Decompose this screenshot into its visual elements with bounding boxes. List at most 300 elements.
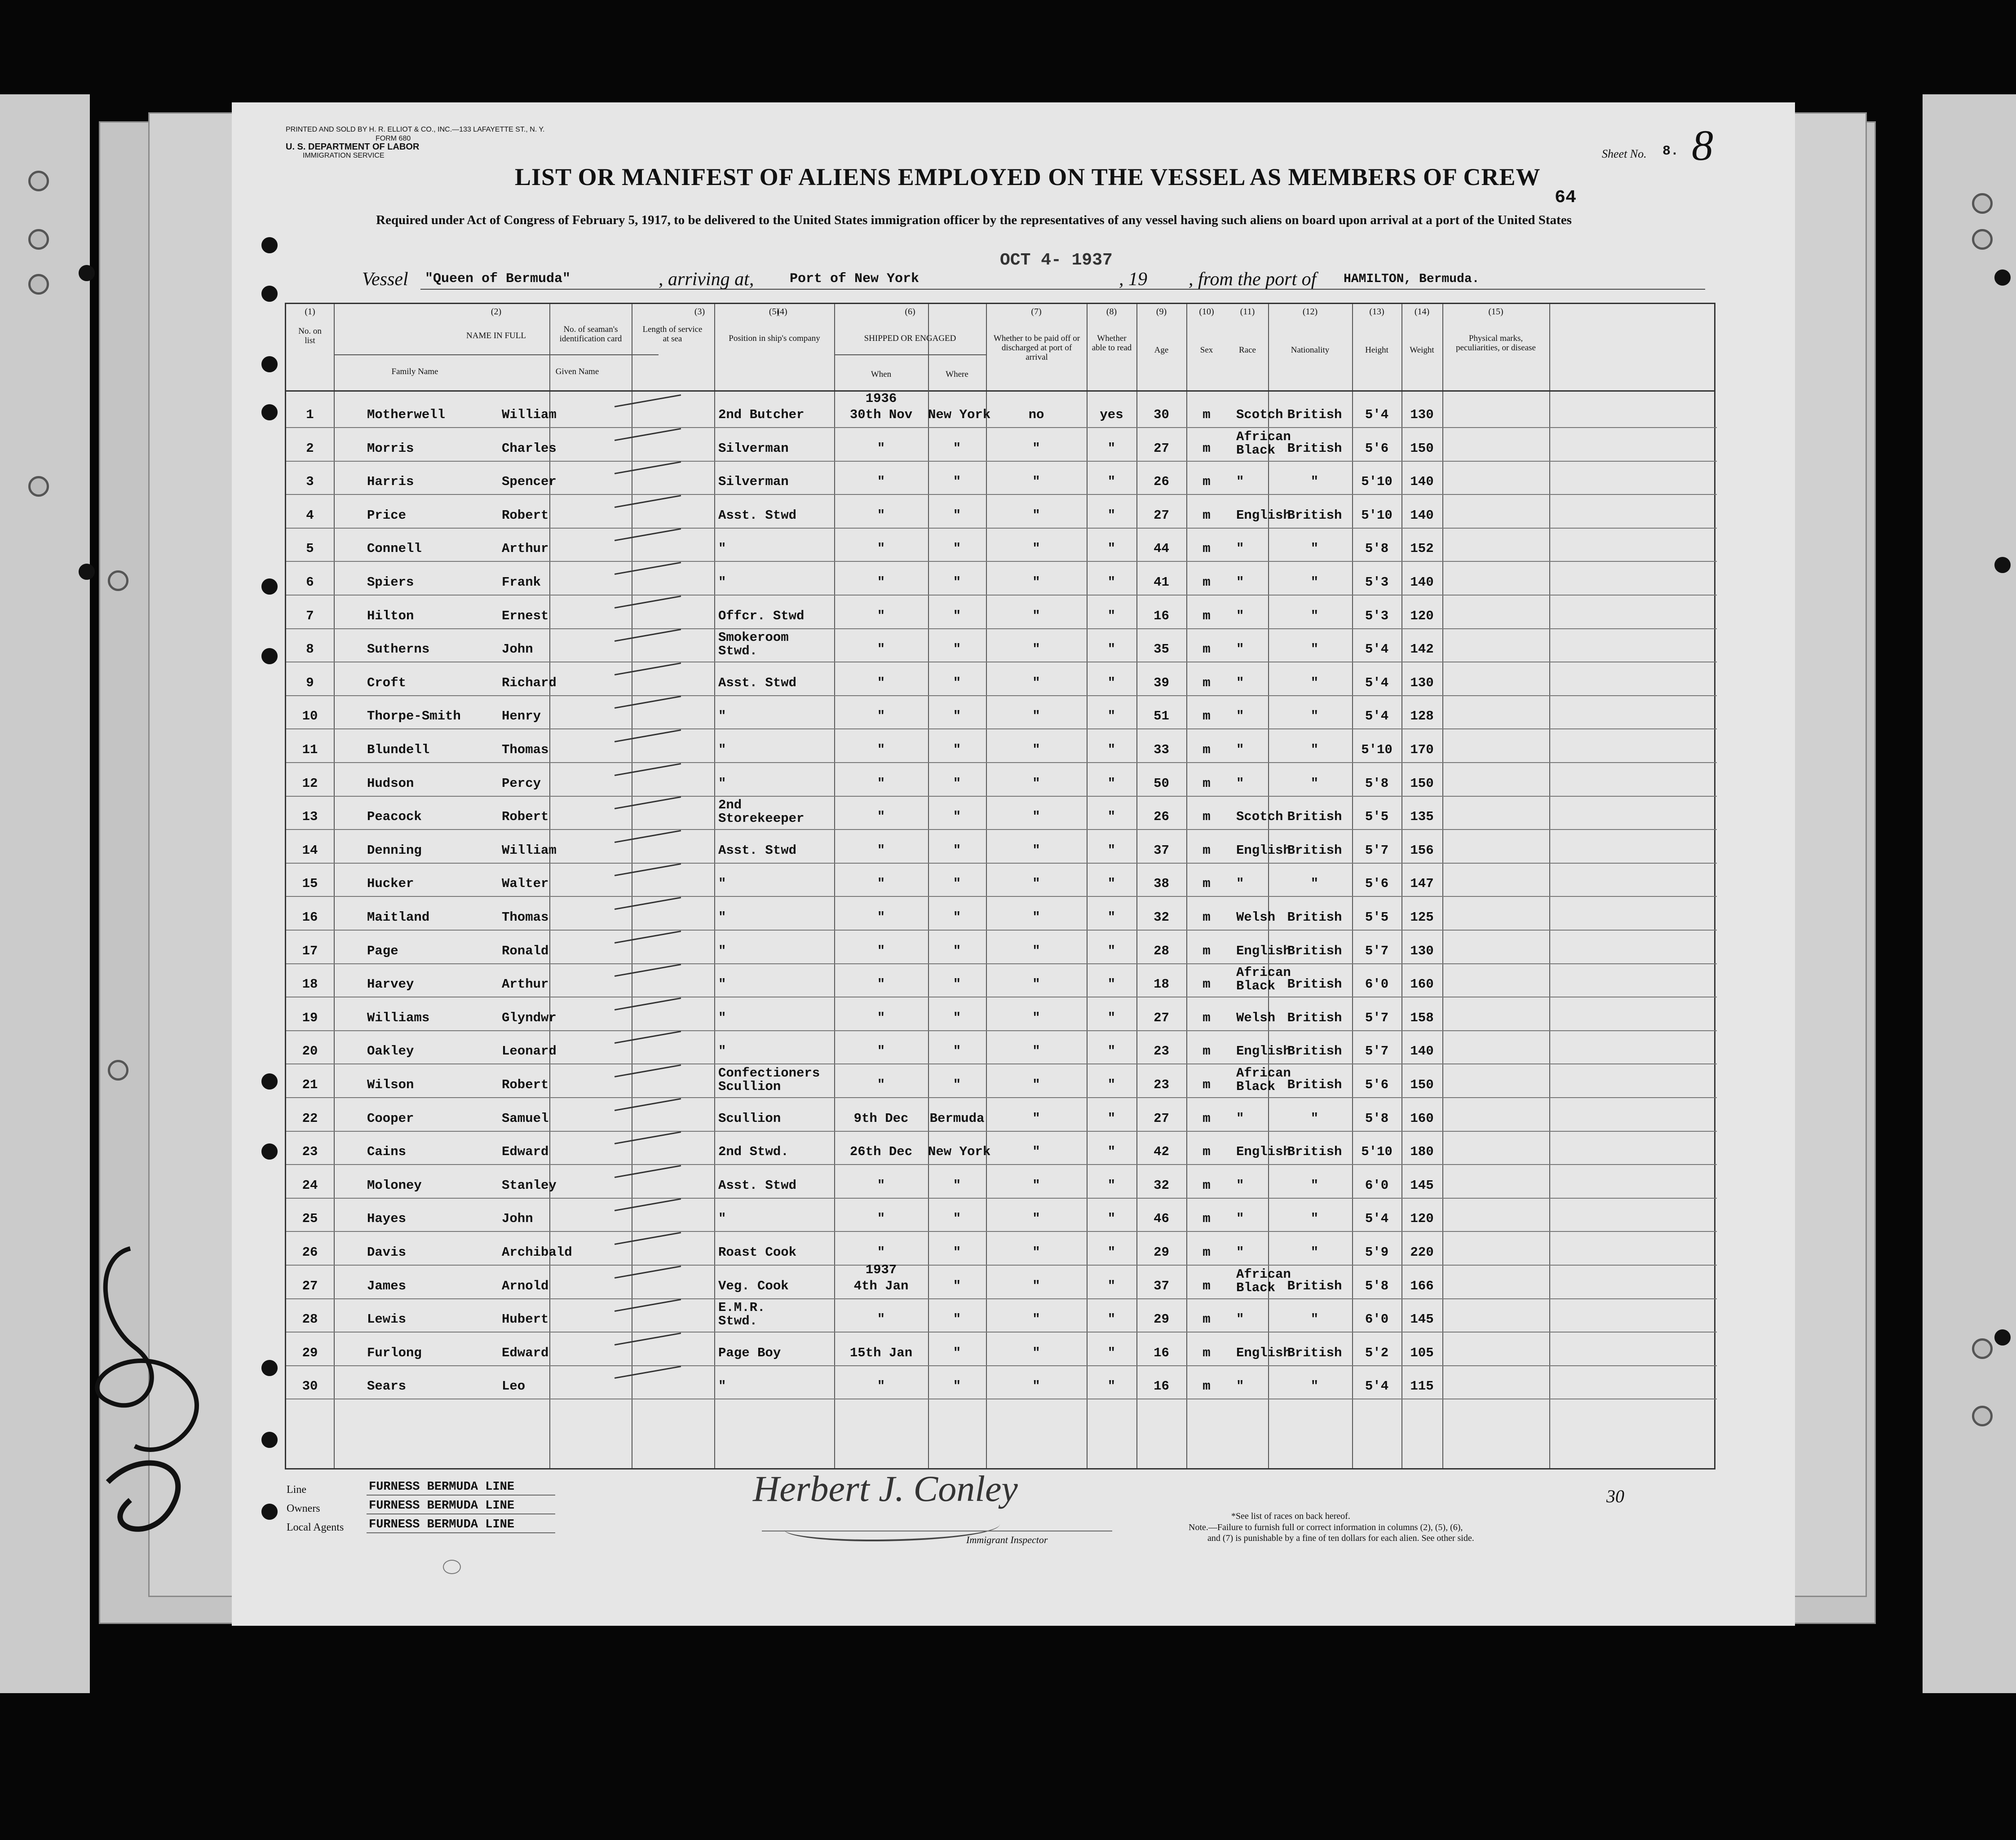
cell-paid: " xyxy=(1032,642,1040,657)
cell-weight: 160 xyxy=(1410,1111,1434,1126)
cell-nationality: " xyxy=(1310,608,1319,623)
table-row xyxy=(286,963,1717,997)
cell-sex: m xyxy=(1203,1345,1211,1360)
binder-hole-icon xyxy=(1972,1338,1993,1359)
cell-age: 23 xyxy=(1154,1077,1169,1092)
cell-nationality: British xyxy=(1287,1278,1342,1293)
cell-where: " xyxy=(953,1345,961,1360)
cell-family: Connell xyxy=(367,541,422,556)
cell-height: 5'6 xyxy=(1365,1077,1389,1092)
cell-paid: " xyxy=(1032,1345,1040,1360)
cell-height: 5'6 xyxy=(1365,441,1389,456)
cell-weight: 147 xyxy=(1410,876,1434,891)
table-row xyxy=(286,494,1717,528)
table-row xyxy=(286,1064,1717,1097)
from-port: HAMILTON, Bermuda. xyxy=(1344,272,1480,286)
cell-nationality: " xyxy=(1310,541,1319,556)
cell-race: Scotch xyxy=(1236,407,1283,422)
cell-position: " xyxy=(718,1010,726,1025)
cell-age: 38 xyxy=(1154,876,1169,891)
cell-given: Robert xyxy=(502,1077,549,1092)
col-number: (1) xyxy=(305,307,315,317)
header-when: When xyxy=(871,370,892,379)
cell-nationality: British xyxy=(1287,1044,1342,1059)
cell-height: 5'10 xyxy=(1361,742,1393,757)
cell-given: Frank xyxy=(502,575,541,590)
cell-position: " xyxy=(718,776,726,791)
cell-position: 2nd Butcher xyxy=(718,407,805,422)
cell-when-year: 1936 xyxy=(865,391,897,406)
cell-sex: m xyxy=(1203,876,1211,891)
cell-position: " xyxy=(718,541,726,556)
col-number: (13) xyxy=(1369,307,1384,317)
table-row xyxy=(286,1332,1717,1365)
cell-when: " xyxy=(877,709,885,724)
cell-age: 26 xyxy=(1154,474,1169,490)
cell-when: " xyxy=(877,541,885,556)
cell-race: Scotch xyxy=(1236,809,1283,825)
punch-hole-icon xyxy=(261,1504,278,1520)
document-subtitle: Required under Act of Congress of February 5, 1917, to be delivered to the United States immigration officer by the representatives of any vessel having such aliens on board upon arrival at a port of the United States xyxy=(376,213,1572,227)
cell-family: Sutherns xyxy=(367,642,430,657)
cell-height: 5'9 xyxy=(1365,1245,1389,1260)
cell-when: " xyxy=(877,809,885,825)
left-adjacent-page xyxy=(0,94,90,1693)
cell-age: 39 xyxy=(1154,675,1169,690)
cell-family: Hucker xyxy=(367,876,414,891)
cell-given: Samuel xyxy=(502,1111,549,1126)
cell-age: 16 xyxy=(1154,1379,1169,1394)
cell-paid: " xyxy=(1032,1077,1040,1092)
cell-read: " xyxy=(1107,910,1116,925)
cell-no: 18 xyxy=(302,977,318,992)
cell-where: " xyxy=(953,1379,961,1394)
cell-when: " xyxy=(877,1010,885,1025)
cell-given: Robert xyxy=(502,507,549,523)
printer-line: PRINTED AND SOLD BY H. R. ELLIOT & CO., INC.—133 LAFAYETTE ST., N. Y. xyxy=(286,126,545,133)
punch-hole-icon xyxy=(261,1432,278,1448)
cell-paid: " xyxy=(1032,474,1040,490)
cell-when: " xyxy=(877,1379,885,1394)
cell-where: Bermuda xyxy=(929,1111,985,1126)
form-number: FORM 680 xyxy=(376,135,411,142)
cell-height: 5'7 xyxy=(1365,843,1389,858)
cell-sex: m xyxy=(1203,575,1211,590)
cell-position: 2nd Stwd. xyxy=(718,1144,789,1160)
cell-age: 32 xyxy=(1154,910,1169,925)
cell-read: " xyxy=(1107,1245,1116,1260)
cell-weight: 120 xyxy=(1410,608,1434,623)
binder-hole-icon xyxy=(28,171,49,191)
cell-given: Edward xyxy=(502,1144,549,1160)
id-card-tick-mark xyxy=(615,1031,681,1044)
col-number: (2) xyxy=(491,307,502,317)
penalty-note-2: and (7) is punishable by a fine of ten dollars for each alien. See other side. xyxy=(1207,1533,1474,1543)
cell-family: Cooper xyxy=(367,1111,414,1126)
cell-where: " xyxy=(953,1010,961,1025)
punch-hole-icon xyxy=(261,286,278,302)
table-row xyxy=(286,997,1717,1030)
owners-label: Owners xyxy=(287,1503,320,1514)
id-card-tick-mark xyxy=(615,830,681,843)
cell-where: " xyxy=(953,709,961,724)
cell-given: Archibald xyxy=(502,1245,572,1260)
cell-family: Hudson xyxy=(367,776,414,791)
cell-read: yes xyxy=(1100,407,1123,422)
agents-value: FURNESS BERMUDA LINE xyxy=(369,1518,515,1531)
cell-where: " xyxy=(953,876,961,891)
table-row xyxy=(286,1262,1717,1298)
cell-weight: 130 xyxy=(1410,407,1434,422)
table-row xyxy=(286,1198,1717,1231)
cell-given: Robert xyxy=(502,809,549,825)
cell-position: " xyxy=(718,1379,726,1394)
cell-where: " xyxy=(953,675,961,690)
cell-family: Furlong xyxy=(367,1345,422,1360)
right-adjacent-page xyxy=(1923,94,2016,1693)
punch-hole-icon xyxy=(261,356,278,372)
cell-paid: " xyxy=(1032,709,1040,724)
cell-race: " xyxy=(1236,1178,1244,1193)
cell-age: 50 xyxy=(1154,776,1169,791)
id-card-tick-mark xyxy=(615,1333,681,1346)
cell-nationality: " xyxy=(1310,1379,1319,1394)
cell-given: Arthur xyxy=(502,977,549,992)
header-marks: Physical marks, peculiarities, or disease xyxy=(1456,334,1536,353)
cell-no: 11 xyxy=(302,742,318,757)
header-where: Where xyxy=(946,370,968,379)
cell-race: Welsh xyxy=(1236,1010,1276,1025)
header-family-name: Family Name xyxy=(391,367,438,376)
cell-sex: m xyxy=(1203,1312,1211,1327)
cell-sex: m xyxy=(1203,1044,1211,1059)
cell-family: James xyxy=(367,1278,407,1293)
header-sex: Sex xyxy=(1200,345,1213,355)
cell-where: " xyxy=(953,943,961,958)
col-number: (7) xyxy=(1031,307,1042,317)
table-row xyxy=(286,428,1717,461)
cell-when-year: 1937 xyxy=(865,1262,897,1277)
cell-nationality: British xyxy=(1287,943,1342,958)
cell-weight: 160 xyxy=(1410,977,1434,992)
cell-read: " xyxy=(1107,441,1116,456)
cell-height: 5'3 xyxy=(1365,575,1389,590)
cell-weight: 115 xyxy=(1410,1379,1434,1394)
cell-no: 14 xyxy=(302,843,318,858)
cell-when: " xyxy=(877,1077,885,1092)
cell-paid: " xyxy=(1032,1245,1040,1260)
header-weight: Weight xyxy=(1410,345,1434,355)
cell-sex: m xyxy=(1203,1178,1211,1193)
cell-position: " xyxy=(718,1044,726,1059)
id-card-tick-mark xyxy=(615,1299,681,1312)
cell-read: " xyxy=(1107,742,1116,757)
cell-nationality: British xyxy=(1287,843,1342,858)
cell-weight: 140 xyxy=(1410,474,1434,490)
cell-paid: " xyxy=(1032,675,1040,690)
cell-paid: " xyxy=(1032,608,1040,623)
id-card-tick-mark xyxy=(615,931,681,944)
cell-nationality: " xyxy=(1310,642,1319,657)
cell-read: " xyxy=(1107,776,1116,791)
cell-sex: m xyxy=(1203,474,1211,490)
cell-age: 27 xyxy=(1154,1111,1169,1126)
cell-nationality: British xyxy=(1287,407,1342,422)
cell-where: " xyxy=(953,441,961,456)
cell-read: " xyxy=(1107,876,1116,891)
header-shipped-engaged: SHIPPED OR ENGAGED xyxy=(864,334,956,343)
table-row xyxy=(286,763,1717,796)
cell-age: 16 xyxy=(1154,1345,1169,1360)
cell-position: Offcr. Stwd xyxy=(718,608,805,623)
cell-no: 29 xyxy=(302,1345,318,1360)
cell-when: " xyxy=(877,1211,885,1227)
cell-family: Oakley xyxy=(367,1044,414,1059)
cell-paid: " xyxy=(1032,943,1040,958)
table-row xyxy=(286,662,1717,695)
binder-hole-icon xyxy=(79,265,95,281)
cell-paid: " xyxy=(1032,507,1040,523)
table-row xyxy=(286,528,1717,561)
punch-hole-icon xyxy=(261,648,278,664)
cell-no: 6 xyxy=(306,575,314,590)
id-card-tick-mark xyxy=(615,897,681,910)
service: IMMIGRATION SERVICE xyxy=(303,152,385,159)
cell-age: 23 xyxy=(1154,1044,1169,1059)
cell-when: " xyxy=(877,776,885,791)
cell-nationality: " xyxy=(1310,1178,1319,1193)
sheet-number-handwritten: 8 xyxy=(1692,121,1713,169)
owners-value: FURNESS BERMUDA LINE xyxy=(369,1499,515,1513)
cell-weight: 150 xyxy=(1410,441,1434,456)
table-row xyxy=(286,595,1717,628)
table-row xyxy=(286,1231,1717,1265)
id-card-tick-mark xyxy=(615,1198,681,1211)
cell-given: Percy xyxy=(502,776,541,791)
id-card-tick-mark xyxy=(615,1366,681,1379)
cell-no: 9 xyxy=(306,675,314,690)
id-card-tick-mark xyxy=(615,596,681,609)
id-card-tick-mark xyxy=(615,729,681,742)
cell-where: " xyxy=(953,1044,961,1059)
cell-when: " xyxy=(877,843,885,858)
cell-read: " xyxy=(1107,608,1116,623)
cell-nationality: British xyxy=(1287,1010,1342,1025)
table-row xyxy=(286,796,1717,829)
races-note: *See list of races on back hereof. xyxy=(1231,1511,1350,1521)
cell-no: 22 xyxy=(302,1111,318,1126)
cell-where: " xyxy=(953,1278,961,1293)
cell-family: Hayes xyxy=(367,1211,407,1227)
cell-no: 26 xyxy=(302,1245,318,1260)
cell-weight: 140 xyxy=(1410,1044,1434,1059)
cell-family: Moloney xyxy=(367,1178,422,1193)
cell-age: 29 xyxy=(1154,1245,1169,1260)
cell-given: Charles xyxy=(502,441,557,456)
cell-sex: m xyxy=(1203,608,1211,623)
cell-nationality: " xyxy=(1310,776,1319,791)
cell-sex: m xyxy=(1203,675,1211,690)
cell-weight: 105 xyxy=(1410,1345,1434,1360)
cell-age: 44 xyxy=(1154,541,1169,556)
table-row xyxy=(286,1365,1717,1399)
cell-when: 4th Jan xyxy=(853,1278,909,1293)
cell-read: " xyxy=(1107,1111,1116,1126)
cell-sex: m xyxy=(1203,1111,1211,1126)
col-number: (6) xyxy=(905,307,915,317)
binder-hole-icon xyxy=(108,570,128,591)
cell-age: 29 xyxy=(1154,1312,1169,1327)
cell-family: Harvey xyxy=(367,977,414,992)
cell-read: " xyxy=(1107,1010,1116,1025)
cell-race: " xyxy=(1236,742,1244,757)
col-number: (10) xyxy=(1199,307,1214,317)
table-row xyxy=(286,1098,1717,1131)
cell-read: " xyxy=(1107,474,1116,490)
cell-position: Confectioners Scullion xyxy=(718,1066,820,1094)
from-label: , from the port of xyxy=(1189,269,1317,290)
cell-where: New York xyxy=(928,407,991,422)
cell-race: English xyxy=(1236,507,1291,523)
table-row xyxy=(286,628,1717,662)
cell-race: " xyxy=(1236,474,1244,490)
cell-sex: m xyxy=(1203,507,1211,523)
cell-no: 23 xyxy=(302,1144,318,1160)
cell-nationality: British xyxy=(1287,1144,1342,1160)
cell-sex: m xyxy=(1203,541,1211,556)
cell-height: 5'4 xyxy=(1365,1379,1389,1394)
cell-nationality: British xyxy=(1287,441,1342,456)
cell-where: " xyxy=(953,608,961,623)
cell-height: 5'10 xyxy=(1361,474,1393,490)
cell-race: English xyxy=(1236,1144,1291,1160)
header-no-on-list: No. on list xyxy=(298,327,322,345)
cell-no: 28 xyxy=(302,1312,318,1327)
cell-read: " xyxy=(1107,1278,1116,1293)
cell-sex: m xyxy=(1203,843,1211,858)
sheet-number-label: Sheet No. xyxy=(1602,147,1647,160)
header-nationality: Nationality xyxy=(1291,345,1330,355)
cell-when: " xyxy=(877,943,885,958)
binder-hole-icon xyxy=(1994,557,2011,573)
cell-nationality: British xyxy=(1287,1345,1342,1360)
cell-age: 37 xyxy=(1154,1278,1169,1293)
cell-race: African Black xyxy=(1236,965,1291,994)
table-row xyxy=(286,1030,1717,1063)
table-row xyxy=(286,1165,1717,1198)
cell-paid: " xyxy=(1032,876,1040,891)
cell-paid: " xyxy=(1032,910,1040,925)
cell-position: Asst. Stwd xyxy=(718,843,797,858)
header-id-card: No. of seaman's identification card xyxy=(559,325,622,344)
cell-read: " xyxy=(1107,575,1116,590)
cell-when: " xyxy=(877,1178,885,1193)
col-number: (9) xyxy=(1156,307,1167,317)
cell-age: 37 xyxy=(1154,843,1169,858)
cell-paid: " xyxy=(1032,1379,1040,1394)
cell-sex: m xyxy=(1203,977,1211,992)
cell-age: 27 xyxy=(1154,1010,1169,1025)
cell-paid: " xyxy=(1032,1278,1040,1293)
header-race: Race xyxy=(1239,345,1256,355)
cell-sex: m xyxy=(1203,742,1211,757)
table-row xyxy=(286,863,1717,896)
binder-hole-icon xyxy=(28,274,49,295)
cell-when: " xyxy=(877,608,885,623)
id-card-tick-mark xyxy=(615,696,681,709)
cell-nationality: " xyxy=(1310,1245,1319,1260)
table-row xyxy=(286,830,1717,863)
cell-sex: m xyxy=(1203,809,1211,825)
cell-when: " xyxy=(877,1312,885,1327)
punch-hole-icon xyxy=(261,1143,278,1160)
header-position: Position in ship's company xyxy=(729,334,820,343)
cell-family: Morris xyxy=(367,441,414,456)
cell-where: " xyxy=(953,474,961,490)
inspector-label: Immigrant Inspector xyxy=(966,1534,1048,1545)
cell-where: " xyxy=(953,642,961,657)
cell-no: 17 xyxy=(302,943,318,958)
cell-race: " xyxy=(1236,541,1244,556)
cell-no: 3 xyxy=(306,474,314,490)
header-given-name: Given Name xyxy=(555,367,599,376)
id-card-tick-mark xyxy=(615,863,681,876)
cell-no: 2 xyxy=(306,441,314,456)
id-card-tick-mark xyxy=(615,562,681,575)
cell-when: 30th Nov xyxy=(849,407,913,422)
cell-sex: m xyxy=(1203,1144,1211,1160)
cell-given: Ernest xyxy=(502,608,549,623)
line-label: Line xyxy=(287,1484,306,1496)
cell-race: English xyxy=(1236,843,1291,858)
cell-height: 5'4 xyxy=(1365,1211,1389,1227)
vessel-label: Vessel xyxy=(362,269,408,290)
cell-nationality: British xyxy=(1287,977,1342,992)
cell-where: " xyxy=(953,843,961,858)
cell-weight: 170 xyxy=(1410,742,1434,757)
cell-race: English xyxy=(1236,943,1291,958)
cell-read: " xyxy=(1107,1144,1116,1160)
cell-no: 10 xyxy=(302,709,318,724)
cell-no: 20 xyxy=(302,1044,318,1059)
header-able-read: Whether able to read xyxy=(1092,334,1132,353)
cell-age: 33 xyxy=(1154,742,1169,757)
cell-paid: " xyxy=(1032,1010,1040,1025)
cell-age: 42 xyxy=(1154,1144,1169,1160)
cell-height: 5'6 xyxy=(1365,876,1389,891)
cell-read: " xyxy=(1107,507,1116,523)
id-card-tick-mark xyxy=(615,528,681,541)
cell-where: " xyxy=(953,776,961,791)
cell-weight: 150 xyxy=(1410,776,1434,791)
cell-given: Thomas xyxy=(502,910,549,925)
cell-weight: 150 xyxy=(1410,1077,1434,1092)
id-card-tick-mark xyxy=(615,796,681,809)
footer-rule xyxy=(367,1532,555,1533)
cell-age: 28 xyxy=(1154,943,1169,958)
cell-position: Silverman xyxy=(718,474,789,490)
cell-weight: 125 xyxy=(1410,910,1434,925)
cell-position: E.M.R. Stwd. xyxy=(718,1300,765,1329)
ink-scrawl-icon xyxy=(81,1231,234,1590)
cell-when: " xyxy=(877,1044,885,1059)
cell-family: Hilton xyxy=(367,608,414,623)
cell-weight: 142 xyxy=(1410,642,1434,657)
cell-age: 51 xyxy=(1154,709,1169,724)
cell-height: 5'3 xyxy=(1365,608,1389,623)
cell-paid: " xyxy=(1032,1312,1040,1327)
cell-position: " xyxy=(718,742,726,757)
